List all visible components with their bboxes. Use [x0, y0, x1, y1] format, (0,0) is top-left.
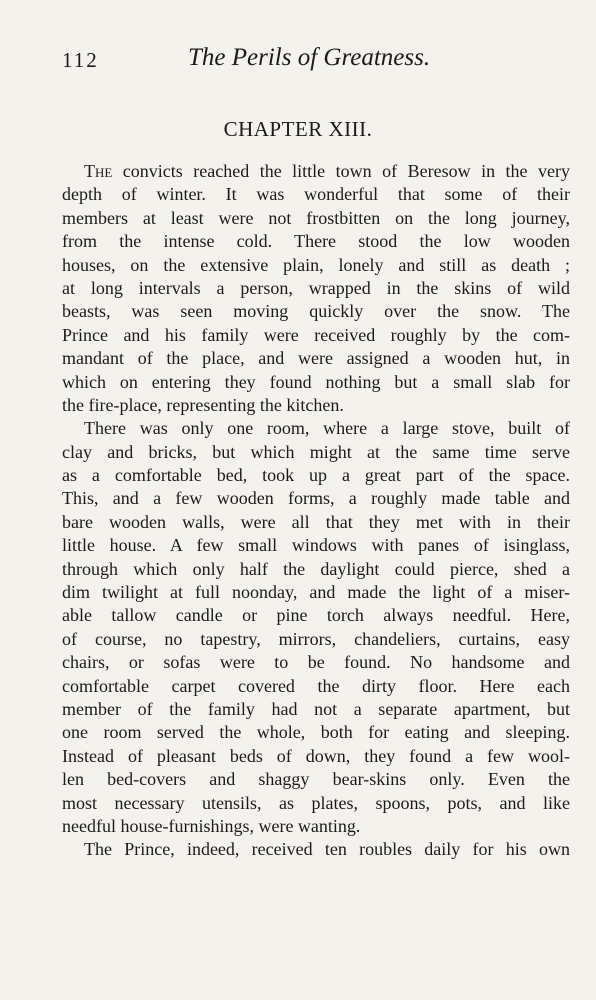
- text-line: needful house-furnishings, were wanting.: [62, 815, 361, 836]
- page-number: 112: [62, 48, 99, 72]
- text-line: depth of winter. It was wonderful that some of their: [62, 184, 570, 205]
- text-line: Prince and his family were received roughly by the com-: [62, 324, 570, 345]
- text-line: beasts, was seen moving quickly over the snow. The: [62, 301, 570, 322]
- lead-word: The: [84, 161, 113, 181]
- text-line: [62, 160, 570, 183]
- text-line: most necessary utensils, as plates, spoons, pots, and like: [62, 792, 570, 813]
- text-line: one room served the whole, both for eating and sleeping.: [62, 722, 570, 743]
- chapter-title: CHAPTER XIII.: [223, 117, 373, 141]
- text-line: which on entering they found nothing but a small slab for: [62, 371, 570, 392]
- text-line: len bed-covers and shaggy bear-skins only. Even the: [62, 769, 570, 790]
- text-line: mandant of the place, and were assigned a wooden hut, in: [62, 348, 570, 369]
- text-line: members at least were not frostbitten on the long journey,: [62, 207, 570, 228]
- page-header: [62, 44, 570, 78]
- text-line: The Prince, indeed, received ten roubles daily for his own: [84, 839, 570, 860]
- text-line: dim twilight at full noonday, and made the light of a miser-: [62, 582, 570, 603]
- text-line: through which only half the daylight could pierce, shed a: [62, 558, 570, 579]
- text-line: houses, on the extensive plain, lonely and still as death ;: [62, 254, 570, 275]
- text-line: This, and a few wooden forms, a roughly made table and: [62, 488, 570, 509]
- text-line: the fire-place, representing the kitchen.: [62, 394, 344, 415]
- text-line: chairs, or sofas were to be found. No handsome and: [62, 652, 570, 673]
- text-line: comfortable carpet covered the dirty floor. Here each: [62, 675, 570, 696]
- text-line-content: convicts reached the little town of Beresow in the very: [112, 161, 570, 181]
- text-line: as a comfortable bed, took up a great part of the space.: [62, 465, 570, 486]
- text-line: at long intervals a person, wrapped in the skins of wild: [62, 277, 570, 298]
- running-title: The Perils of Greatness.: [188, 44, 431, 71]
- text-line: Instead of pleasant beds of down, they found a few wool-: [62, 745, 570, 766]
- text-line: of course, no tapestry, mirrors, chandeliers, curtains, easy: [62, 628, 570, 649]
- text-line: member of the family had not a separate apartment, but: [62, 698, 570, 719]
- text-line: little house. A few small windows with panes of isinglass,: [62, 535, 570, 556]
- text-line: able tallow candle or pine torch always needful. Here,: [62, 605, 570, 626]
- text-line: clay and bricks, but which might at the same time serve: [62, 441, 570, 462]
- body-text: [62, 160, 570, 862]
- text-line: bare wooden walls, were all that they met with in their: [62, 511, 570, 532]
- text-line: There was only one room, where a large stove, built of: [84, 418, 570, 439]
- text-line: from the intense cold. There stood the low wooden: [62, 231, 570, 252]
